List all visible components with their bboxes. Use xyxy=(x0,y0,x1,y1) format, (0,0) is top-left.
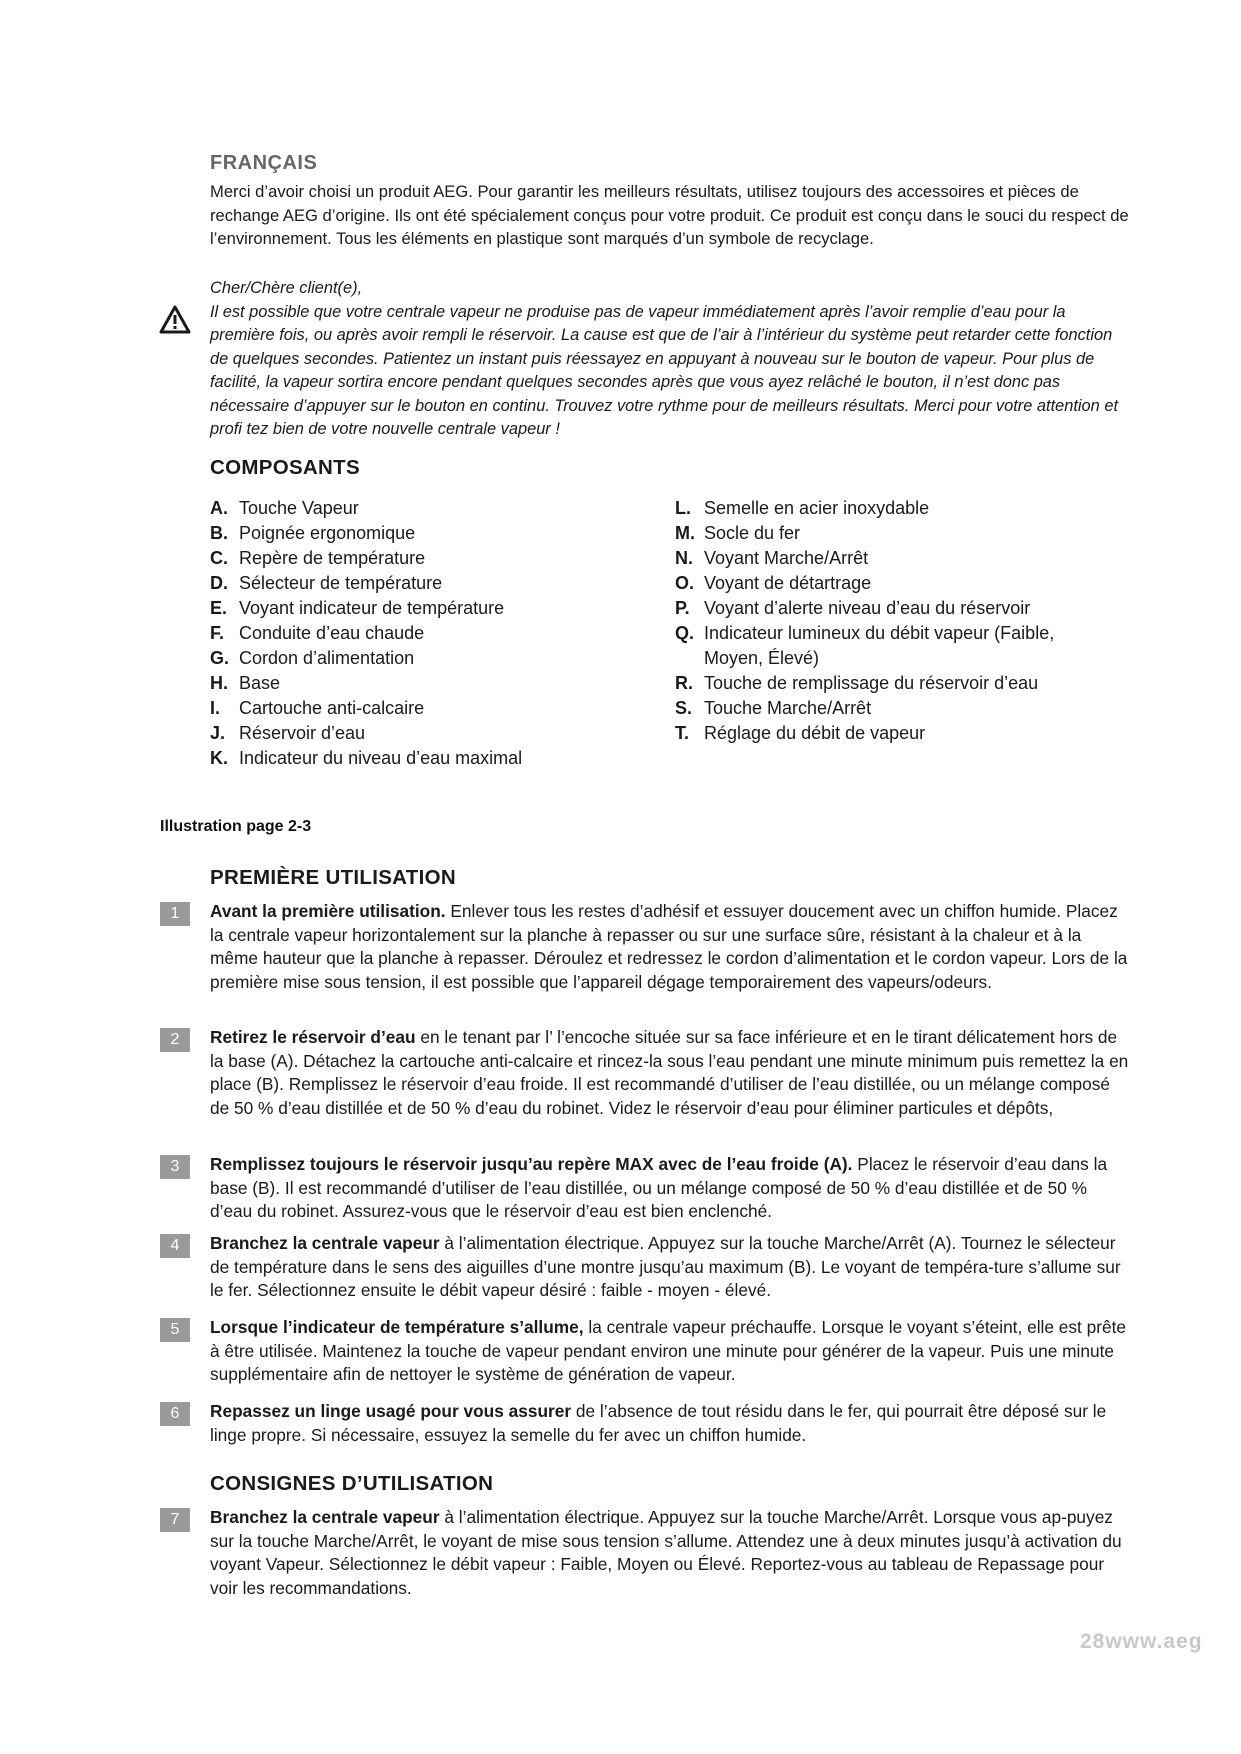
usage-heading: CONSIGNES D’UTILISATION xyxy=(210,1472,494,1495)
components-heading: COMPOSANTS xyxy=(210,456,360,479)
step-1 xyxy=(160,900,1130,994)
step-text: Avant la première utilisation. Enlever tous les restes d’adhésif et essuyer doucement avec un chiffon humide. Placez la centrale vapeur horizontalement sur la planche à repasser ou sur une surface sûre, résistant à la chaleur et à la même hauteur que la planche à repasser. Déroulez et redressez le cordon d’alimentation et le cordon vapeur. Lors de la première mise sous tension, il est possible que l’appareil dégage temporairement des vapeurs/odeurs. xyxy=(210,901,1128,992)
component-item: J. Réservoir d’eau xyxy=(210,723,366,743)
step-6 xyxy=(160,1400,1130,1447)
component-item: G. Cordon d’alimentation xyxy=(210,648,415,668)
first-use-heading: PREMIÈRE UTILISATION xyxy=(210,866,456,889)
language-heading: FRANÇAIS xyxy=(210,152,318,174)
step-text: Remplissez toujours le réservoir jusqu’au repère MAX avec de l’eau froide (A). Placez le réservoir d’eau dans la base (B). Il est recommandé d’utiliser de l’eau distillée, ou un mélange composé de 50 % d’eau distillée et de 50 % d’eau du robinet. Assurez-vous que le réservoir d’eau est bien enclenché. xyxy=(210,1154,1108,1221)
step-number: 3 xyxy=(160,1155,190,1179)
step-number: 2 xyxy=(160,1028,190,1052)
component-item: K. Indicateur du niveau d’eau maximal xyxy=(210,748,523,768)
component-item: B. Poignée ergonomique xyxy=(210,523,416,543)
warning-body: Il est possible que votre centrale vapeur ne produise pas de vapeur immédiatement après l’avoir remplie d’eau pour la première fois, ou après avoir rempli le réservoir. La cause est que de l’air à l’intérieur du système peut retarder cette fonction de quelques secondes. Patientez un instant puis réessayez en appuyant à nouveau sur le bouton de vapeur. Pour plus de facilité, la vapeur sortira encore pendant quelques secondes après que vous ayez relâché le bouton, il n’est donc pas nécessaire d’appuyer sur le bouton en continu. Trouvez votre rythme pour de meilleurs résultats. Merci pour votre attention et profi tez bien de votre nouvelle centrale vapeur ! xyxy=(210,302,1119,438)
component-item: C. Repère de température xyxy=(210,548,426,568)
component-item: R. Touche de remplissage du réservoir d’eau xyxy=(675,673,1039,693)
step-5 xyxy=(160,1316,1130,1387)
step-number: 4 xyxy=(160,1234,190,1258)
component-item: T. Réglage du débit de vapeur xyxy=(675,723,926,743)
component-item: F. Conduite d’eau chaude xyxy=(210,623,425,643)
warning-note xyxy=(210,277,1130,442)
step-text: Branchez la centrale vapeur à l’alimentation électrique. Appuyez sur la touche Marche/Arrêt. Lorsque vous ap-puyez sur la touche Marche/Arrêt, le voyant de mise sous tension s’allume. Attendez une à deux minutes jusqu’à activation du voyant Vapeur. Sélectionnez le débit vapeur : Faible, Moyen ou Élevé. Reportez-vous au tableau de Repassage pour voir les recommandations. xyxy=(210,1507,1122,1598)
step-7 xyxy=(160,1506,1130,1600)
component-item: A. Touche Vapeur xyxy=(210,498,359,518)
component-item: D. Sélecteur de température xyxy=(210,573,443,593)
component-item: M. Socle du fer xyxy=(675,523,801,543)
step-text: Retirez le réservoir d’eau en le tenant par l’ l’encoche située sur sa face inférieure et en le tirant délicatement hors de la base (A). Détachez la cartouche anti-calcaire et rincez-la sous l’eau pendant une minute minimum puis remettez la en place (B). Remplissez le réservoir d’eau froide. Il est recommandé d’utiliser de l’eau distillée, ou un mélange composé de 50 % d’eau distillée et de 50 % d’eau du robinet. Videz le réservoir d’eau pour éliminer particules et dépôts, xyxy=(210,1027,1129,1118)
step-text: Repassez un linge usagé pour vous assurer de l’absence de tout résidu dans le fer, qui pourrait être déposé sur le linge propre. Si nécessaire, essuyez la semelle du fer avec un chiffon humide. xyxy=(210,1401,1107,1445)
step-2 xyxy=(160,1026,1130,1120)
step-number: 7 xyxy=(160,1508,190,1532)
illustration-reference: Illustration page 2-3 xyxy=(160,818,312,835)
step-text: Lorsque l’indicateur de température s’allume, la centrale vapeur préchauffe. Lorsque le voyant s’éteint, elle est prête à être utilisée. Maintenez la touche de vapeur pendant environ une minute pour générer de la vapeur. Puis une minute supplémentaire afin de nettoyer le système de génération de vapeur. xyxy=(210,1317,1127,1384)
warning-greeting: Cher/Chère client(e), xyxy=(210,279,363,297)
step-number: 5 xyxy=(160,1318,190,1342)
step-4 xyxy=(160,1232,1130,1303)
step-number: 1 xyxy=(160,902,190,926)
component-item: S. Touche Marche/Arrêt xyxy=(675,698,872,718)
component-item: P. Voyant d’alerte niveau d’eau du réservoir xyxy=(675,598,1031,618)
component-item: O. Voyant de détartrage xyxy=(675,573,872,593)
intro-paragraph: Merci d’avoir choisi un produit AEG. Pour garantir les meilleurs résultats, utilisez toujours des accessoires et pièces de rechange AEG d’origine. Ils ont été spécialement conçus pour votre produit. Ce produit est conçu dans le souci du respect de l’environnement. Tous les éléments en plastique sont marqués d’un symbole de recyclage. xyxy=(210,182,1129,248)
step-number: 6 xyxy=(160,1402,190,1426)
step-3 xyxy=(160,1153,1130,1224)
component-item: I. Cartouche anti-calcaire xyxy=(210,698,425,718)
warning-triangle-icon xyxy=(158,304,192,336)
component-item: E. Voyant indicateur de température xyxy=(210,598,505,618)
component-item: N. Voyant Marche/Arrêt xyxy=(675,548,869,568)
components-list-left xyxy=(210,496,650,771)
components-list-right xyxy=(675,496,1095,746)
component-item: Q. Indicateur lumineux du débit vapeur (Faible, Moyen, Élevé) xyxy=(675,623,1055,668)
component-item: H. Base xyxy=(210,673,281,693)
step-text: Branchez la centrale vapeur à l’alimentation électrique. Appuyez sur la touche Marche/Arrêt (A). Tournez le sélecteur de température dans le sens des aiguilles d’une montre jusqu’au maximum (B). Le voyant de tempéra-ture s’allume sur le fer. Sélectionnez ensuite le débit vapeur désiré : faible - moyen - élevé. xyxy=(210,1233,1121,1300)
page-marker: 28www.aeg xyxy=(1080,1630,1203,1653)
component-item: L. Semelle en acier inoxydable xyxy=(675,498,930,518)
